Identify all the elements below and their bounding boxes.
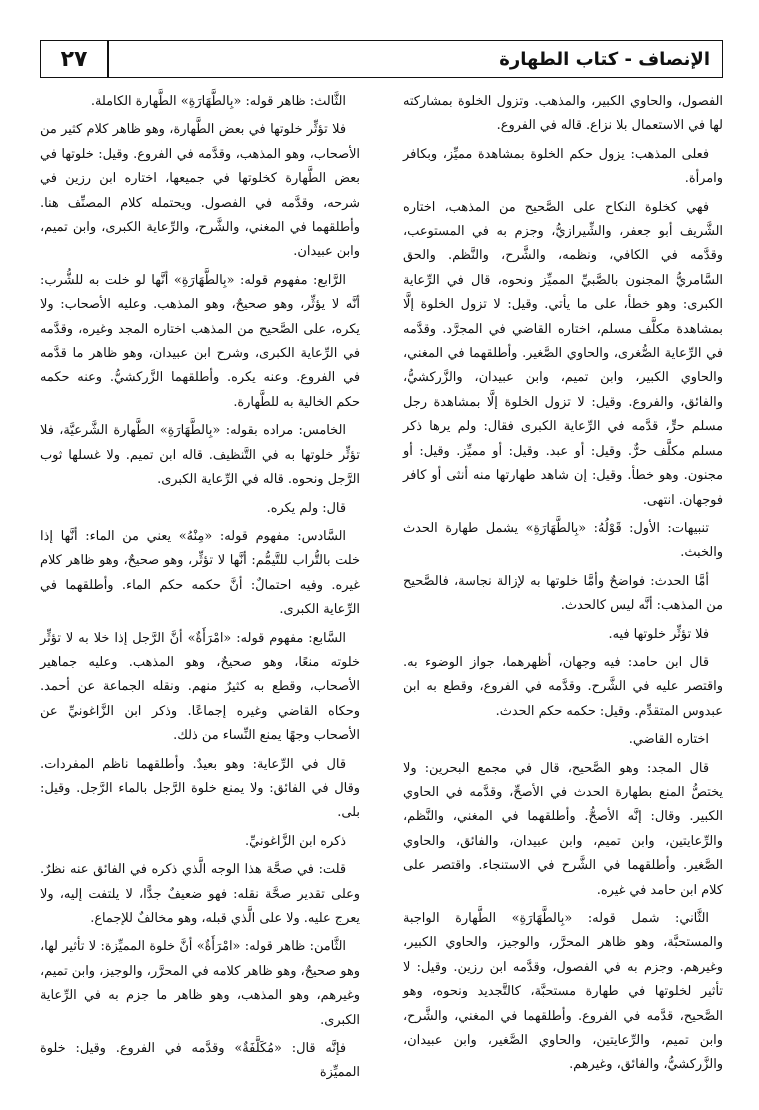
left-text-column [40, 90, 360, 1090]
paragraph: السَّادس: مفهوم قوله: «مِنْهُ» يعني من الماء: أنَّها إذا خلت بالتُّراب للتَّيمُّم: أنَّها لا تؤثِّر، وهو صحيحٌ، وهو ظاهر كلام غيره. وفيه احتمالٌ: أنَّ حكمه حكم الماء. وأطلقهما في الرِّعاية الكبرى. [40, 528, 360, 618]
paragraph: الخامس: مراده بقوله: «بِالطَّهَارَةِ» الطَّهارة الشَّرعيَّة، فلا تؤثِّر خلوتها به في التَّنظيف. قاله ابن تميم. ولا غسلها ثوب الرَّجل ونحوه. قاله في الرِّعاية الكبرى. [40, 423, 360, 488]
paragraph: قال المجد: وهو الصَّحيح، قال في مجمع البحرين: ولا يختصُّ المنع بطهارة الحدث في الأصحِّ، وقدَّمه في الحاوي الكبير. وقال: إنَّه الأصحُّ. وأطلقهما في المغني، والنَّظم، والرِّعايتين، وابن تميم، وابن عبيدان، والفائق، والحاوي الصَّغير. وأطلقهما في الشَّرح في الاستنجاء. واقتصر على كلام ابن حامد في غيره. [403, 760, 723, 898]
right-text-column [403, 90, 723, 1082]
paragraph: أمَّا الحدث: فواضحٌ وأمَّا خلوتها به لإزالة نجاسة، فالصَّحيح من المذهب: أنَّه ليس كالحدث. [403, 573, 723, 614]
paragraph: قال في الرِّعاية: وهو بعيدٌ. وأطلقهما ناظم المفردات. وقال في الفائق: ولا يمنع خلوة الرَّجل بالماء الرَّجل. وقيل: بلى. [40, 756, 360, 821]
page-header [40, 40, 723, 78]
paragraph: ذكره ابن الزَّاغونيِّ. [245, 833, 346, 849]
header-divider [107, 41, 109, 77]
paragraph: تنبيهات: الأول: قَوْلُهُ: «بِالطَّهَارَةِ» يشمل طهارة الحدث والخبث. [403, 520, 723, 561]
paragraph: السَّابع: مفهوم قوله: «امْرَأَةٌ» أنَّ الرَّجل إذا خلا به لا تؤثِّر خلوته منعًا، وهو صحيحٌ، وهو المذهب. وعليه جماهير الأصحاب، وقطع به كثيرٌ منهم. ونقله الجماعة عن أحمد. وحكاه القاضي وغيره إجماعًا. وذكر ابن الزَّاغونيِّ عن الأصحاب وجهًا يمنع النِّساء من ذلك. [40, 630, 360, 744]
paragraph: فلا تؤثِّر خلوتها فيه. [608, 626, 709, 642]
paragraph: فإنَّه قال: «مُكَلَّفَةٌ» وقدَّمه في الفروع. وقيل: خلوة المميِّزة [40, 1041, 360, 1081]
paragraph: فهي كخلوة النكاح على الصَّحيح من المذهب، اختاره الشَّريف أبو جعفر، والشِّيرازيُّ، وجزم به في المستوعب، وقدَّمه في الكافي، ونظمه، والشَّرح، والنَّظم. والحق السَّامريُّ المجنون بالصَّبيِّ المميِّز ونحوه، قال في الرِّعاية الكبرى: وهو خطأ، على ما يأتي. وقيل: لا تزول الخلوة إلَّا بمشاهدة مكلَّف مسلم، اختاره القاضي في المجرَّد. وقدَّمه في الرِّعاية الصُّغرى، والحاوي الصَّغير. وأطلقهما في المغني، والحاوي الكبير، وابن تميم، وابن عبيدان، والزَّركشيُّ، والفائق، والفروع. وقيل: لا تزول الخلوة إلَّا بمشاهدة رجل مسلم حرٍّ، قدَّمه في الرِّعاية الكبرى فقال: ولم يرها ذكر مسلم مكلَّف حرٌّ. وقيل: أو عبد. وقيل: أو مميِّز. وقيل: أو مجنون. وهو خطأ. وقيل: إن شاهد طهارتها منه أنثى أو كافر فوجهان. انتهى. [403, 199, 723, 508]
paragraph: الثَّاني: شمل قوله: «بِالطَّهَارَةِ» الطَّهارة الواجبة والمستحبَّة، وهو ظاهر المحرَّر، والوجيز، والحاوي الكبير، وغيرهم. وجزم به في الفصول، وقدَّمه ابن رزين. وقيل: لا تأثير لخلوتها في طهارة مستحبَّة، كالتَّجديد ونحوه، وهو الصَّحيح، قدَّمه في الفروع. وأطلقهما في المغني، والشَّرح، وابن تميم، والرِّعايتين، والحاوي الصَّغير، وابن عبيدان، والزَّركشيُّ، والفائق، وغيرهم. [403, 911, 723, 1073]
paragraph: الثَّامن: ظاهر قوله: «امْرَأَةٌ» أنَّ خلوة المميِّزة: لا تأثير لها، وهو صحيحٌ، وهو ظاهر كلامه في المحرَّر، والوجيز، وابن تميم، وغيرهم، وهو المذهب، وهو ظاهر ما جزم به في الرِّعاية الكبرى. [40, 939, 360, 1028]
paragraph: الثَّالث: ظاهر قوله: «بِالطَّهَارَةِ» الطَّهارة الكاملة. [90, 94, 346, 109]
paragraph: فعلى المذهب: يزول حكم الخلوة بمشاهدة مميِّز، وبكافر وامرأة. [403, 146, 723, 187]
paragraph: قلت: في صحَّة هذا الوجه الَّذي ذكره في الفائق عنه نظرٌ. وعلى تقدير صحَّة نقله: فهو ضعيفٌ جدًّا، لا يلتفت إليه، ولا يعرج عليه. ولا على الَّذي قبله، وهو مخالفٌ للإجماع. [40, 862, 360, 926]
paragraph: اختاره القاضي. [628, 732, 709, 748]
page-number: ٢٧ [60, 46, 88, 72]
paragraph: الرَّابع: مفهوم قوله: «بِالطَّهَارَةِ» أنَّها لو خلت به للشُّرب: أنَّه لا يؤثِّر، وهو صحيحٌ، وهو المذهب. وعليه الأصحاب: ولا يكره، على الصَّحيح من المذهب اختاره المجد وغيره، وقدَّمه في الرِّعاية الكبرى، وشرح ابن عبيدان، وهو ظاهر ما قدَّمه في الفروع. وعنه يكره. وأطلقهما الزَّركشيُّ. وعنه حكمه حكم الخالية به للطَّهارة. [40, 272, 360, 410]
paragraph: الفصول، والحاوي الكبير، والمذهب. وتزول الخلوة بمشاركته لها في الاستعمال بلا نزاع. قاله في الفروع. [403, 94, 723, 134]
paragraph: قال ابن حامد: فيه وجهان، أظهرهما، جواز الوضوء به. واقتصر عليه في الشَّرح. وقدَّمه في الفروع، وقطع به ابن عبدوس المتقدِّم. وقيل: حكمه حكم الحدث. [403, 654, 723, 719]
paragraph: فلا تؤثِّر خلوتها في بعض الطَّهارة، وهو ظاهر كلام كثير من الأصحاب، وهو المذهب، وقدَّمه في الفروع. وقيل: خلوتها في بعض الطَّهارة كخلوتها في جميعها، اختاره ابن رزين في شرحه، وقدَّمه في الفصول. ويحتمله كلام المصنِّف هنا. وأطلقهما في المغني، والشَّرح، والرِّعاية الكبرى، وابن تميم، وابن عبيدان. [40, 122, 360, 260]
running-title: الإنصاف - كتاب الطهارة [499, 48, 710, 70]
paragraph: قال: ولم يكره. [266, 500, 346, 516]
